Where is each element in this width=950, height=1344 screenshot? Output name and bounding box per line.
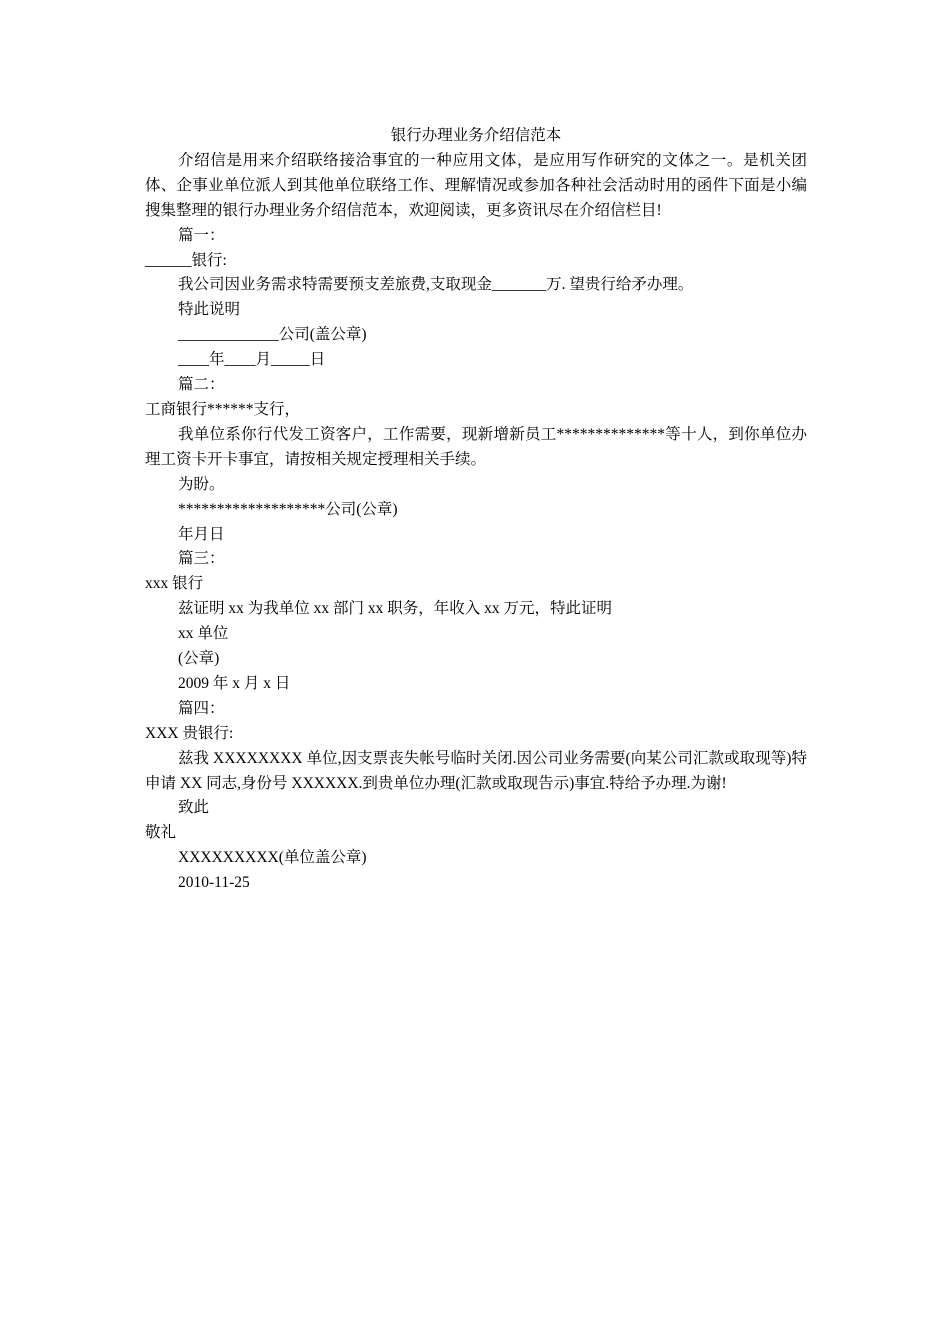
section-2-addressee: 工商银行******支行，	[145, 400, 301, 418]
section-3-body: 兹证明 xx 为我单位 xx 部门 xx 职务，年收入 xx 万元，特此证明	[178, 600, 613, 618]
section-4-closing-2: 敬礼	[145, 824, 177, 842]
section-2-body: 我单位系你行代发工资客户，工作需要，现新增新员工**************等十人，到你单位办理工资卡开卡事宜，请按相关规定授理相关手续。	[145, 425, 807, 468]
section-2-signature: *******************公司(公章)	[178, 500, 398, 518]
section-1-date: ____年____月_____日	[178, 351, 326, 369]
document-title: 银行办理业务介绍信范本	[390, 127, 562, 144]
section-1-note: 特此说明	[178, 301, 241, 319]
section-2-date: 年月日	[178, 525, 225, 543]
intro-paragraph: 介绍信是用来介绍联络接洽事宜的一种应用文体，是应用写作研究的文体之一。是机关团体、企事业单位派人到其他单位联络工作、理解情况或参加各种社会活动时用的函件下面是小编搜集整理的银行办理业务介绍信范本，欢迎阅读，更多资讯尽在介绍信栏目!	[145, 151, 807, 219]
section-4-heading: 篇四：	[178, 699, 225, 717]
section-4-body: 兹我 XXXXXXXX 单位,因支票丧失帐号临时关闭.因公司业务需要(向某公司汇款或取现等)特申请 XX 同志,身份号 XXXXXX.到贵单位办理(汇款或取现告示)事宜.特给予办理.为谢!	[145, 749, 807, 792]
section-4-addressee: XXX 贵银行:	[145, 724, 234, 742]
section-3-addressee: xxx 银行	[145, 575, 204, 593]
document-content	[145, 124, 807, 896]
section-1-body: 我公司因业务需求特需要预支差旅费,支取现金_______万. 望贵行给矛办理。	[178, 276, 694, 294]
section-4-signature: XXXXXXXXX(单位盖公章)	[178, 849, 367, 867]
section-4-closing-1: 致此	[178, 799, 210, 817]
section-1-addressee: ______银行:	[145, 251, 227, 269]
section-3-heading: 篇三：	[178, 550, 225, 568]
section-3-seal: (公章)	[178, 650, 220, 668]
section-3-date: 2009 年 x 月 x 日	[178, 674, 291, 692]
section-1-signature: _____________公司(盖公章)	[178, 326, 367, 344]
section-1-heading: 篇一：	[178, 226, 225, 244]
section-4-date: 2010-11-25	[178, 874, 250, 892]
section-3-unit: xx 单位	[178, 625, 229, 643]
section-2-closing: 为盼。	[178, 475, 225, 493]
section-2-heading: 篇二：	[178, 376, 225, 394]
